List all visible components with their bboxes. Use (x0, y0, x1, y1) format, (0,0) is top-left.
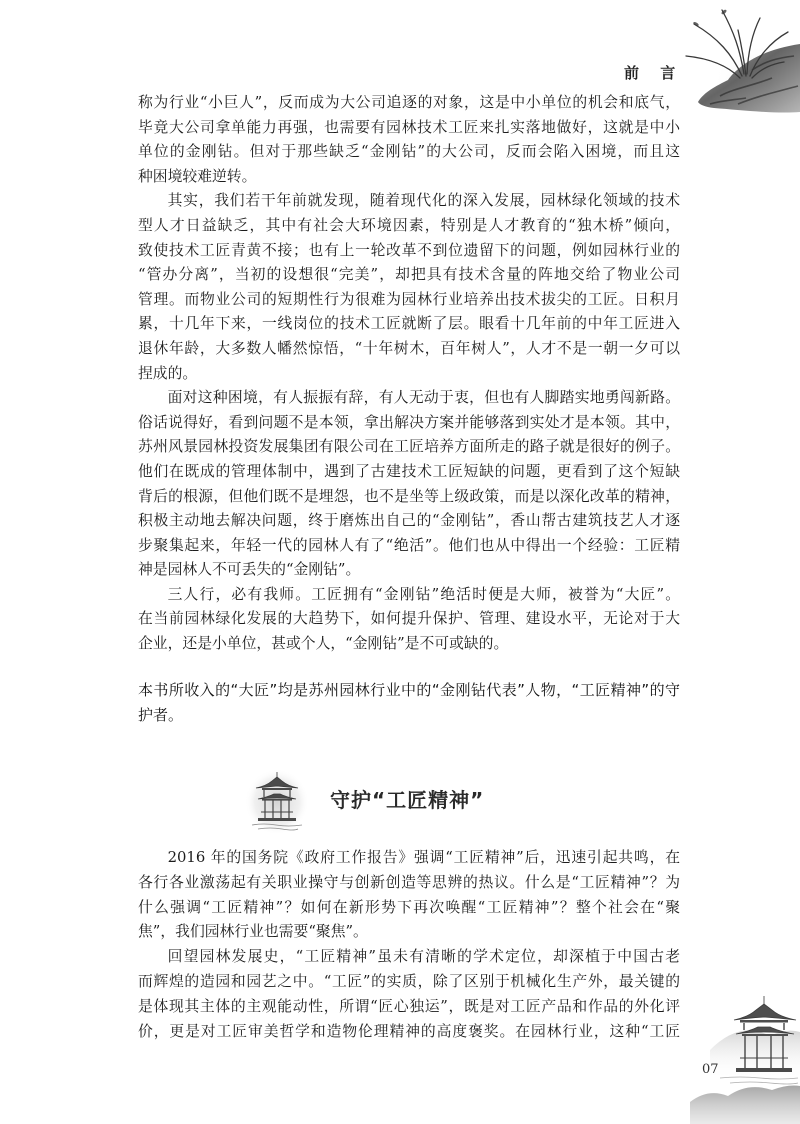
text-line: 价，更是对工匠审美哲学和造物伦理精神的高度褒奖。在园林行业，这种“工匠 (138, 1022, 680, 1040)
text-line: 型人才日益缺乏，其中有社会大环境因素，特别是人才教育的“独木桥”倾向， (138, 216, 680, 234)
paragraph (138, 189, 680, 386)
paragraph (138, 386, 680, 583)
text-line: 退休年龄，大多数人幡然惊悟，“十年树木，百年树人”，人才不是一朝一夕可以 (138, 339, 680, 357)
text-line: 累，十几年下来，一线岗位的技术工匠就断了层。眼看十几年前的中年工匠进入 (138, 315, 680, 333)
text-line: 积极主动地去解决问题，终于磨炼出自己的“金刚钻”，香山帮古建筑技艺人才逐 (138, 512, 680, 530)
section-heading: 守护“工匠精神” (330, 788, 485, 812)
orchid-rock-icon (680, 0, 800, 115)
text-line: 其实，我们若干年前就发现，随着现代化的深入发展，园林绿化领域的技术 (167, 192, 680, 210)
section-body (138, 846, 680, 1044)
text-line: 三人行，必有我师。工匠拥有“金刚钻”绝活时便是大师，被誉为“大匠”。 (167, 585, 680, 603)
note-paragraph (138, 678, 680, 728)
text-line: 本书所收入的“大匠”均是苏州园林行业中的“金刚钻代表”人物，“工匠精神”的守 (138, 681, 680, 699)
text-line: 各行各业激荡起有关职业操守与创新创造等思辨的热议。什么是“工匠精神”？为 (138, 873, 680, 891)
text-line: 企业，还是小单位，甚或个人，“金刚钻”是不可或缺的。 (138, 635, 509, 653)
text-line: 致使技术工匠青黄不接；也有上一轮改革不到位遗留下的问题，例如园林行业的 (138, 241, 680, 259)
text-line: 管理。而物业公司的短期性行为很难为园林行业培养出技术拔尖的工匠。日积月 (138, 290, 680, 308)
text-line: 苏州风景园林投资发展集团有限公司在工匠培养方面所走的路子就是很好的例子。 (138, 438, 680, 456)
text-line: 背后的根源，但他们既不是埋怨，也不是坐等上级政策，而是以深化改革的精神， (138, 487, 680, 505)
text-line: 是体现其主体的主观能动性，所谓“匠心独运”，既是对工匠产品和作品的外化评 (138, 997, 680, 1015)
text-line: 2016 年的国务院《政府工作报告》强调“工匠精神”后，迅速引起共鸣，在 (167, 849, 680, 866)
paragraph (138, 945, 680, 1044)
text-line: 回望园林发展史，“工匠精神”虽未有清晰的学术定位，却深植于中国古老 (167, 948, 680, 966)
text-line: 神是园林人不可丢失的“金刚钻”。 (138, 561, 361, 579)
text-line: 称为行业“小巨人”，反而成为大公司追逐的对象，这是中小单位的机会和底气， (138, 94, 680, 111)
text-line: 俗话说得好，看到问题不是本领，拿出解决方案并能够落到实处才是本领。其中， (138, 413, 680, 431)
intro-text (138, 91, 680, 657)
pavilion-landscape-icon (690, 980, 800, 1124)
text-line: 什么强调“工匠精神”？如何在新形势下再次唤醒“工匠精神”？整个社会在“聚 (138, 898, 680, 916)
text-line: 单位的金刚钻。但对于那些缺乏“金刚钻”的大公司，反而会陷入困境，而且这 (138, 143, 680, 161)
text-line: 护者。 (138, 706, 184, 724)
paragraph (138, 846, 680, 945)
text-line: 面对这种困境，有人振振有辞，有人无动于衷，但也有人脚踏实地勇闯新路。 (167, 389, 680, 407)
text-line: 焦”，我们园林行业也需要“聚焦”。 (138, 923, 368, 941)
text-line: 而辉煌的造园和园艺之中。“工匠”的实质，除了区别于机械化生产外，最关键的 (138, 972, 680, 990)
text-line: “管办分离”，当初的设想很“完美”，却把具有技术含量的阵地交给了物业公司 (138, 266, 680, 284)
page-number: 07 (702, 1062, 719, 1077)
text-line: 他们在既成的管理体制中，遇到了古建技术工匠短缺的问题，更看到了这个短缺 (138, 462, 680, 480)
header-section-title: 前 言 (624, 64, 684, 82)
paragraph (138, 91, 680, 189)
text-line: 种困境较难逆转。 (138, 167, 257, 185)
paragraph (138, 583, 680, 657)
text-line: 在当前园林绿化发展的大趋势下，如何提升保护、管理、建设水平，无论对于大 (138, 610, 680, 628)
text-line: 捏成的。 (138, 364, 198, 382)
text-line: 步聚集起来，年轻一代的园林人有了“绝活”。他们也从中得出一个经验：工匠精 (138, 536, 680, 554)
pavilion-icon (244, 764, 310, 836)
text-line: 毕竟大公司拿单能力再强，也需要有园林技术工匠来扎实落地做好，这就是中小 (138, 118, 680, 136)
